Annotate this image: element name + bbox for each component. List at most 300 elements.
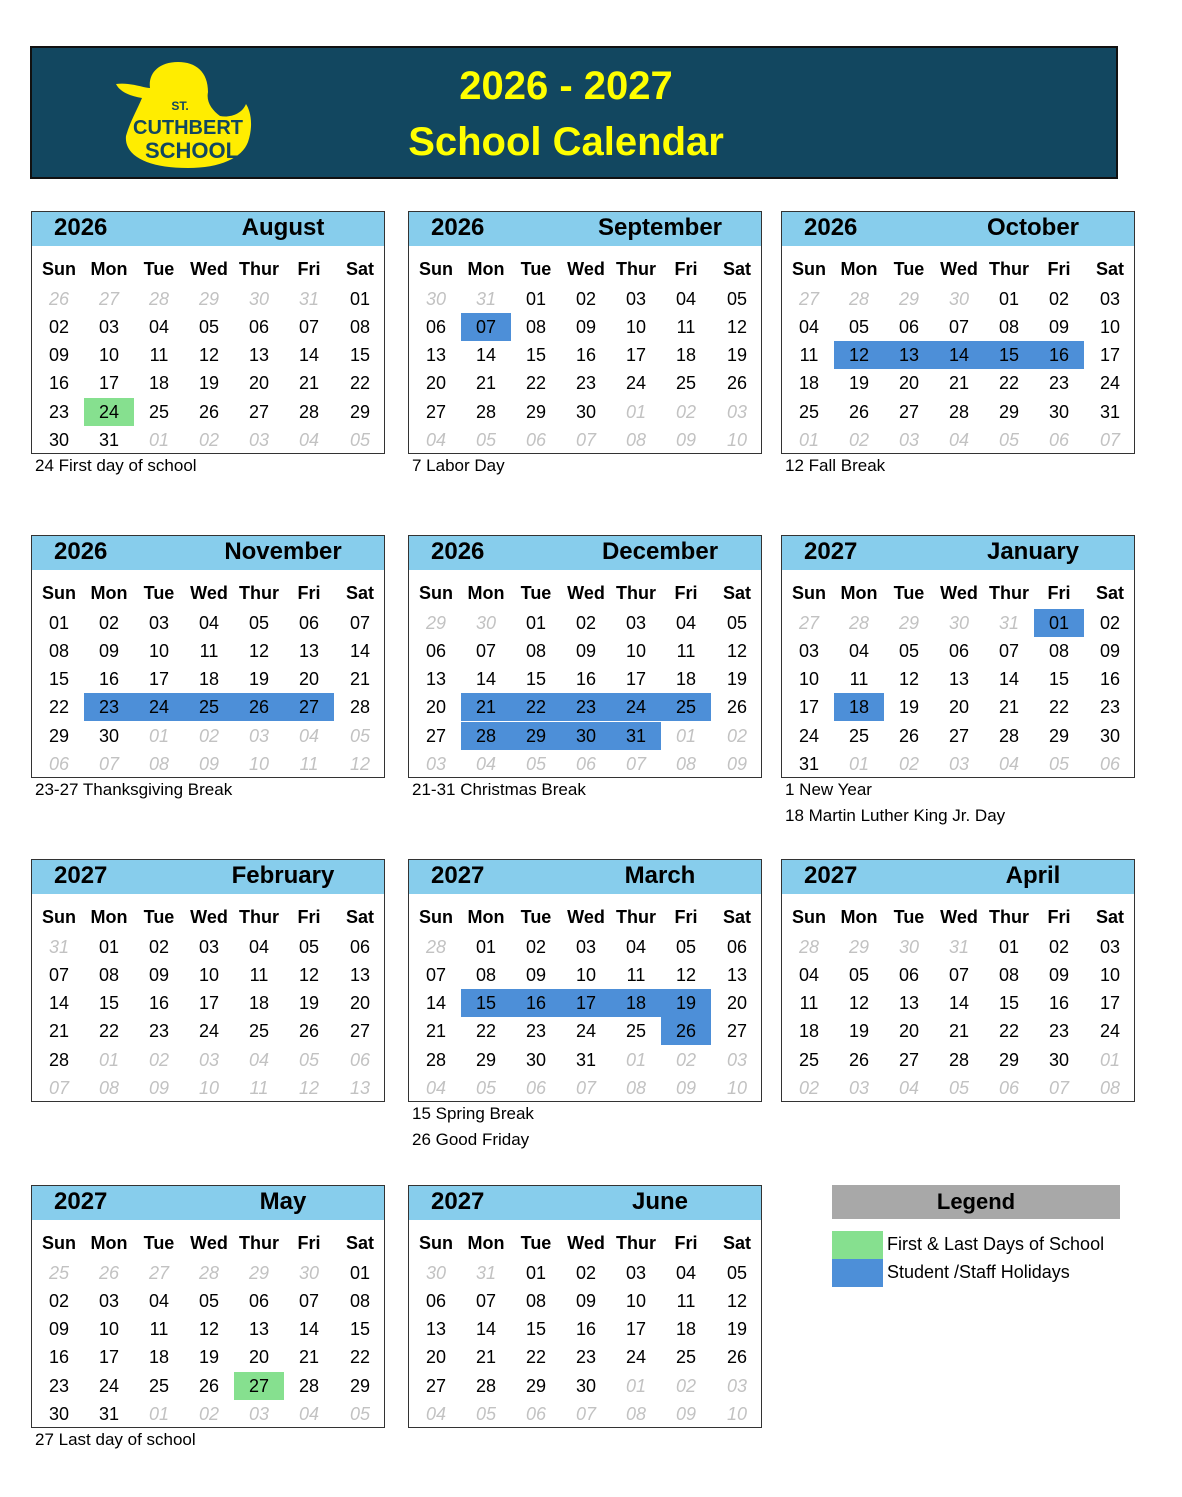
calendar-day: 16	[1034, 341, 1084, 369]
calendar-day: 06	[425, 641, 447, 661]
calendar-day: 09	[98, 641, 120, 661]
calendar-day: 04	[148, 317, 170, 337]
calendar-day-other-month: 07	[575, 430, 597, 450]
calendar-day-other-month: 02	[798, 1078, 820, 1098]
calendar-day: 24	[798, 726, 820, 746]
weekday-label: Mon	[840, 259, 878, 279]
weekday-label: Sun	[42, 907, 76, 927]
calendar-day-other-month: 29	[425, 613, 447, 633]
calendar-day: 04	[675, 613, 697, 633]
calendar-day-other-month: 03	[248, 726, 270, 746]
month-note: 1 New Year	[785, 780, 872, 799]
calendar-day: 08	[475, 965, 497, 985]
month-year: 2027	[54, 862, 108, 889]
calendar-day: 02	[1099, 613, 1121, 633]
calendar-day-other-month: 12	[349, 754, 371, 774]
calendar-day: 04	[148, 1291, 170, 1311]
calendar-day: 03	[798, 641, 820, 661]
calendar-day: 10	[98, 1319, 120, 1339]
calendar-day: 30	[575, 402, 597, 422]
legend-label-holidays: Student /Staff Holidays	[887, 1262, 1070, 1282]
calendar-day: 07	[461, 313, 511, 341]
calendar-day: 14	[425, 993, 447, 1013]
calendar-day: 26	[726, 1347, 748, 1367]
calendar-day-other-month: 08	[98, 1078, 120, 1098]
calendar-day: 16	[575, 669, 597, 689]
weekday-label: Fri	[297, 259, 321, 279]
calendar-day: 25	[675, 1347, 697, 1367]
calendar-day: 24	[625, 373, 647, 393]
calendar-day: 27	[898, 1050, 920, 1070]
calendar-day: 21	[349, 669, 371, 689]
calendar-day: 16	[1099, 669, 1121, 689]
calendar-day-other-month: 04	[298, 726, 320, 746]
calendar-day: 09	[575, 317, 597, 337]
calendar-day: 01	[998, 289, 1020, 309]
calendar-day: 14	[948, 993, 970, 1013]
calendar-day-other-month: 28	[848, 289, 870, 309]
weekday-label: Fri	[674, 583, 698, 603]
calendar-day: 13	[726, 965, 748, 985]
calendar-day: 04	[625, 937, 647, 957]
calendar-day: 03	[625, 1263, 647, 1283]
calendar-day: 28	[298, 402, 320, 422]
calendar-day: 15	[525, 1319, 547, 1339]
calendar-day-other-month: 07	[575, 1078, 597, 1098]
calendar-day: 22	[525, 373, 547, 393]
calendar-day-other-month: 28	[848, 613, 870, 633]
calendar-day-other-month: 30	[475, 613, 497, 633]
calendar-day: 06	[248, 1291, 270, 1311]
calendar-day: 04	[248, 937, 270, 957]
calendar-day: 20	[248, 1347, 270, 1367]
calendar-day: 15	[48, 669, 70, 689]
calendar-day-other-month: 30	[898, 937, 920, 957]
calendar-day: 04	[675, 1263, 697, 1283]
calendar-day-other-month: 31	[998, 613, 1020, 633]
calendar-day: 08	[998, 965, 1020, 985]
calendar-day: 24	[1099, 373, 1121, 393]
weekday-label: Sat	[1095, 907, 1124, 927]
month-october	[781, 211, 1135, 454]
calendar-day: 19	[848, 1021, 870, 1041]
calendar-day: 24	[134, 693, 184, 721]
calendar-day: 20	[425, 373, 447, 393]
calendar-day: 21	[425, 1021, 447, 1041]
calendar-day: 25	[184, 693, 234, 721]
calendar-day-other-month: 01	[625, 1050, 647, 1070]
weekday-label: Sat	[722, 907, 751, 927]
calendar-day: 14	[475, 669, 497, 689]
calendar-day-other-month: 29	[898, 613, 920, 633]
calendar-day: 30	[525, 1050, 547, 1070]
calendar-day: 24	[198, 1021, 220, 1041]
calendar-day: 26	[726, 373, 748, 393]
calendar-day: 22	[48, 697, 70, 717]
calendar-day: 27	[726, 1021, 748, 1041]
calendar-day: 21	[998, 697, 1020, 717]
calendar-day-other-month: 09	[675, 1078, 697, 1098]
calendar-day-other-month: 04	[298, 430, 320, 450]
calendar-day: 18	[198, 669, 220, 689]
calendar-day: 28	[948, 1050, 970, 1070]
calendar-day: 23	[48, 402, 70, 422]
weekday-label: Fri	[1047, 259, 1071, 279]
calendar-day-other-month: 03	[198, 1050, 220, 1070]
calendar-day-other-month: 04	[425, 1078, 447, 1098]
month-june	[408, 1185, 762, 1428]
calendar-day: 23	[148, 1021, 170, 1041]
calendar-day: 01	[98, 937, 120, 957]
calendar-day-other-month: 02	[148, 1050, 170, 1070]
calendar-day: 05	[726, 1263, 748, 1283]
month-name: August	[241, 214, 325, 241]
legend-swatch-school-days	[832, 1231, 883, 1259]
calendar-day: 12	[726, 1291, 748, 1311]
calendar-day: 10	[98, 345, 120, 365]
weekday-label: Sun	[42, 583, 76, 603]
month-note: 12 Fall Break	[785, 456, 886, 475]
month-year: 2026	[54, 538, 108, 565]
calendar-day-other-month: 03	[726, 402, 748, 422]
calendar-day: 30	[561, 722, 611, 750]
calendar-day-other-month: 29	[848, 937, 870, 957]
calendar-day: 03	[148, 613, 170, 633]
calendar-day: 02	[1048, 289, 1070, 309]
weekday-label: Thur	[239, 907, 279, 927]
calendar-day-other-month: 03	[248, 430, 270, 450]
calendar-day: 22	[998, 1021, 1020, 1041]
calendar-day-other-month: 02	[198, 726, 220, 746]
calendar-day: 11	[799, 993, 819, 1013]
calendar-day: 07	[425, 965, 447, 985]
month-year: 2026	[431, 214, 485, 241]
month-header	[409, 536, 761, 570]
calendar-day-other-month: 31	[475, 1263, 497, 1283]
calendar-day: 24	[1099, 1021, 1121, 1041]
calendar-day: 21	[948, 1021, 970, 1041]
calendar-day: 11	[849, 669, 869, 689]
calendar-day: 01	[525, 289, 547, 309]
calendar-day: 11	[676, 1291, 696, 1311]
calendar-day: 28	[461, 722, 511, 750]
calendar-day: 12	[898, 669, 920, 689]
calendar-day: 10	[198, 965, 220, 985]
calendar-day-other-month: 02	[898, 754, 920, 774]
weekday-label: Sun	[792, 583, 826, 603]
calendar-day: 06	[425, 317, 447, 337]
calendar-day: 24	[611, 693, 661, 721]
calendar-day-other-month: 30	[948, 613, 970, 633]
calendar-day-other-month: 05	[525, 754, 547, 774]
calendar-day: 06	[349, 937, 371, 957]
month-header	[32, 1186, 384, 1220]
calendar-day: 07	[948, 965, 970, 985]
calendar-day: 31	[575, 1050, 597, 1070]
calendar-day-other-month: 28	[148, 289, 170, 309]
calendar-day-other-month: 09	[675, 1404, 697, 1424]
calendar-day-other-month: 02	[675, 402, 697, 422]
calendar-day: 05	[726, 613, 748, 633]
calendar-day: 19	[661, 989, 711, 1017]
calendar-day-other-month: 01	[625, 1376, 647, 1396]
calendar-day-other-month: 01	[625, 402, 647, 422]
calendar-day: 20	[349, 993, 371, 1013]
weekday-label: Thur	[239, 1233, 279, 1253]
calendar-day: 15	[525, 669, 547, 689]
calendar-day-other-month: 09	[148, 1078, 170, 1098]
calendar-day: 03	[625, 289, 647, 309]
calendar-day: 11	[149, 345, 169, 365]
calendar-day: 17	[561, 989, 611, 1017]
calendar-day: 16	[98, 669, 120, 689]
weekday-label: Wed	[190, 583, 228, 603]
calendar-day: 02	[575, 613, 597, 633]
month-note: 7 Labor Day	[412, 456, 505, 475]
calendar-day: 19	[198, 373, 220, 393]
weekday-label: Mon	[840, 583, 878, 603]
calendar-day: 06	[248, 317, 270, 337]
calendar-day: 18	[148, 1347, 170, 1367]
calendar-day-other-month: 31	[475, 289, 497, 309]
weekday-label: Sun	[419, 1233, 453, 1253]
calendar-day: 10	[625, 1291, 647, 1311]
calendar-day: 27	[425, 1376, 447, 1396]
calendar-day: 30	[1048, 402, 1070, 422]
calendar-day: 16	[575, 1319, 597, 1339]
calendar-day: 30	[575, 1376, 597, 1396]
weekday-label: Wed	[567, 907, 605, 927]
month-header	[782, 860, 1134, 894]
calendar-day: 04	[198, 613, 220, 633]
calendar-day: 11	[676, 641, 696, 661]
month-year: 2027	[804, 538, 858, 565]
calendar-day-other-month: 06	[48, 754, 70, 774]
month-name: March	[624, 862, 696, 889]
calendar-day: 25	[248, 1021, 270, 1041]
calendar-day: 22	[1048, 697, 1070, 717]
weekday-label: Tue	[143, 583, 175, 603]
month-header	[409, 1186, 761, 1220]
calendar-day: 26	[898, 726, 920, 746]
calendar-day: 29	[511, 722, 561, 750]
weekday-label: Mon	[467, 259, 505, 279]
weekday-label: Wed	[190, 259, 228, 279]
calendar-day: 09	[575, 1291, 597, 1311]
calendar-day-other-month: 28	[425, 937, 447, 957]
calendar-day: 15	[98, 993, 120, 1013]
calendar-day-other-month: 01	[98, 1050, 120, 1070]
calendar-day: 22	[525, 1347, 547, 1367]
calendar-day: 09	[525, 965, 547, 985]
calendar-day-other-month: 09	[198, 754, 220, 774]
calendar-day: 12	[675, 965, 697, 985]
calendar-day: 10	[1099, 965, 1121, 985]
weekday-label: Sun	[42, 1233, 76, 1253]
calendar-day-other-month: 04	[425, 430, 447, 450]
calendar-day-other-month: 08	[675, 754, 697, 774]
calendar-day-other-month: 05	[349, 1404, 371, 1424]
calendar-day: 15	[525, 345, 547, 365]
calendar-day: 03	[98, 1291, 120, 1311]
calendar-day: 25	[798, 402, 820, 422]
calendar-day: 06	[425, 1291, 447, 1311]
weekday-label: Sat	[345, 907, 374, 927]
calendar-day: 11	[249, 965, 269, 985]
calendar-day: 06	[298, 613, 320, 633]
weekday-label: Mon	[467, 583, 505, 603]
calendar-day: 06	[898, 317, 920, 337]
calendar-day: 18	[675, 669, 697, 689]
calendar-day: 30	[1048, 1050, 1070, 1070]
calendar-day: 01	[48, 613, 70, 633]
calendar-day: 19	[848, 373, 870, 393]
calendar-day: 02	[48, 1291, 70, 1311]
calendar-day: 02	[575, 289, 597, 309]
calendar-day: 25	[661, 693, 711, 721]
calendar-day-other-month: 03	[425, 754, 447, 774]
calendar-day: 07	[475, 641, 497, 661]
calendar-day: 12	[726, 641, 748, 661]
calendar-day: 13	[248, 345, 270, 365]
calendar-day: 03	[1099, 937, 1121, 957]
calendar-day-other-month: 03	[898, 430, 920, 450]
calendar-day: 04	[848, 641, 870, 661]
calendar-day: 13	[884, 341, 934, 369]
calendar-day: 01	[1034, 609, 1084, 637]
calendar-day: 25	[848, 726, 870, 746]
calendar-day: 31	[798, 754, 820, 774]
calendar-title: School Calendar	[408, 120, 724, 164]
weekday-label: Wed	[567, 259, 605, 279]
month-name: May	[259, 1188, 307, 1215]
month-year: 2027	[431, 1188, 485, 1215]
calendar-day-other-month: 05	[1048, 754, 1070, 774]
calendar-day: 04	[675, 289, 697, 309]
calendar-day: 28	[475, 402, 497, 422]
month-header	[409, 212, 761, 246]
weekday-label: Tue	[893, 259, 925, 279]
calendar-day-other-month: 09	[726, 754, 748, 774]
calendar-day: 04	[798, 965, 820, 985]
calendar-day: 26	[234, 693, 284, 721]
legend-swatch-holidays	[832, 1259, 883, 1287]
calendar-day: 14	[934, 341, 984, 369]
weekday-label: Mon	[90, 259, 128, 279]
calendar-day: 26	[198, 402, 220, 422]
calendar-day: 05	[198, 317, 220, 337]
calendar-day: 02	[575, 1263, 597, 1283]
calendar-day: 10	[625, 641, 647, 661]
calendar-day: 15	[461, 989, 511, 1017]
calendar-day: 10	[625, 317, 647, 337]
calendar-day-other-month: 31	[48, 937, 70, 957]
calendar-day: 20	[248, 373, 270, 393]
weekday-label: Sun	[419, 583, 453, 603]
calendar-day: 27	[898, 402, 920, 422]
calendar-day-other-month: 10	[726, 1078, 748, 1098]
weekday-label: Thur	[989, 583, 1029, 603]
calendar-day: 18	[148, 373, 170, 393]
calendar-day: 08	[48, 641, 70, 661]
calendar-day: 25	[798, 1050, 820, 1070]
calendar-day: 27	[425, 402, 447, 422]
calendar-day-other-month: 05	[349, 430, 371, 450]
calendar-day: 30	[48, 430, 70, 450]
calendar-day: 05	[675, 937, 697, 957]
calendar-day-other-month: 01	[675, 726, 697, 746]
calendar-day: 09	[1048, 317, 1070, 337]
month-note: 21-31 Christmas Break	[412, 780, 586, 799]
calendar-day: 15	[998, 993, 1020, 1013]
calendar-day: 08	[998, 317, 1020, 337]
calendar-day-other-month: 07	[1099, 430, 1121, 450]
calendar-day: 14	[998, 669, 1020, 689]
weekday-label: Wed	[940, 259, 978, 279]
calendar-day-other-month: 06	[1048, 430, 1070, 450]
calendar-day: 23	[1048, 1021, 1070, 1041]
calendar-day-other-month: 03	[948, 754, 970, 774]
calendar-day: 05	[726, 289, 748, 309]
calendar-day: 13	[349, 965, 371, 985]
calendar-day: 11	[676, 317, 696, 337]
month-march	[408, 859, 762, 1102]
calendar-day: 22	[511, 693, 561, 721]
calendar-day: 07	[349, 613, 371, 633]
month-year: 2026	[431, 538, 485, 565]
calendar-day: 24	[575, 1021, 597, 1041]
calendar-day: 29	[998, 1050, 1020, 1070]
calendar-day-other-month: 02	[726, 726, 748, 746]
calendar-day-other-month: 30	[948, 289, 970, 309]
weekday-label: Wed	[567, 583, 605, 603]
calendar-day: 17	[625, 345, 647, 365]
calendar-day: 18	[675, 1319, 697, 1339]
weekday-label: Thur	[616, 259, 656, 279]
calendar-day-other-month: 02	[198, 1404, 220, 1424]
calendar-day: 23	[561, 693, 611, 721]
calendar-day-other-month: 07	[575, 1404, 597, 1424]
month-year: 2026	[54, 214, 108, 241]
calendar-day-other-month: 12	[298, 1078, 320, 1098]
month-note: 23-27 Thanksgiving Break	[35, 780, 233, 799]
weekday-label: Mon	[467, 1233, 505, 1253]
calendar-day-other-month: 06	[575, 754, 597, 774]
calendar-day-other-month: 04	[425, 1404, 447, 1424]
weekday-label: Sun	[792, 907, 826, 927]
weekday-label: Thur	[989, 259, 1029, 279]
calendar-day: 20	[726, 993, 748, 1013]
calendar-day-other-month: 06	[525, 1078, 547, 1098]
calendar-day-other-month: 25	[48, 1263, 70, 1283]
calendar-day: 10	[148, 641, 170, 661]
weekday-label: Thur	[989, 907, 1029, 927]
calendar-day-other-month: 26	[48, 289, 70, 309]
month-april	[781, 859, 1135, 1102]
calendar-day-other-month: 27	[798, 613, 820, 633]
calendar-day: 15	[349, 1319, 371, 1339]
calendar-day: 14	[298, 1319, 320, 1339]
calendar-day: 29	[349, 402, 371, 422]
calendar-day: 20	[948, 697, 970, 717]
calendar-day: 07	[475, 1291, 497, 1311]
month-header	[409, 860, 761, 894]
calendar-day: 20	[425, 697, 447, 717]
month-header	[782, 212, 1134, 246]
calendar-day: 05	[848, 317, 870, 337]
calendar-day: 28	[349, 697, 371, 717]
calendar-day: 03	[625, 613, 647, 633]
